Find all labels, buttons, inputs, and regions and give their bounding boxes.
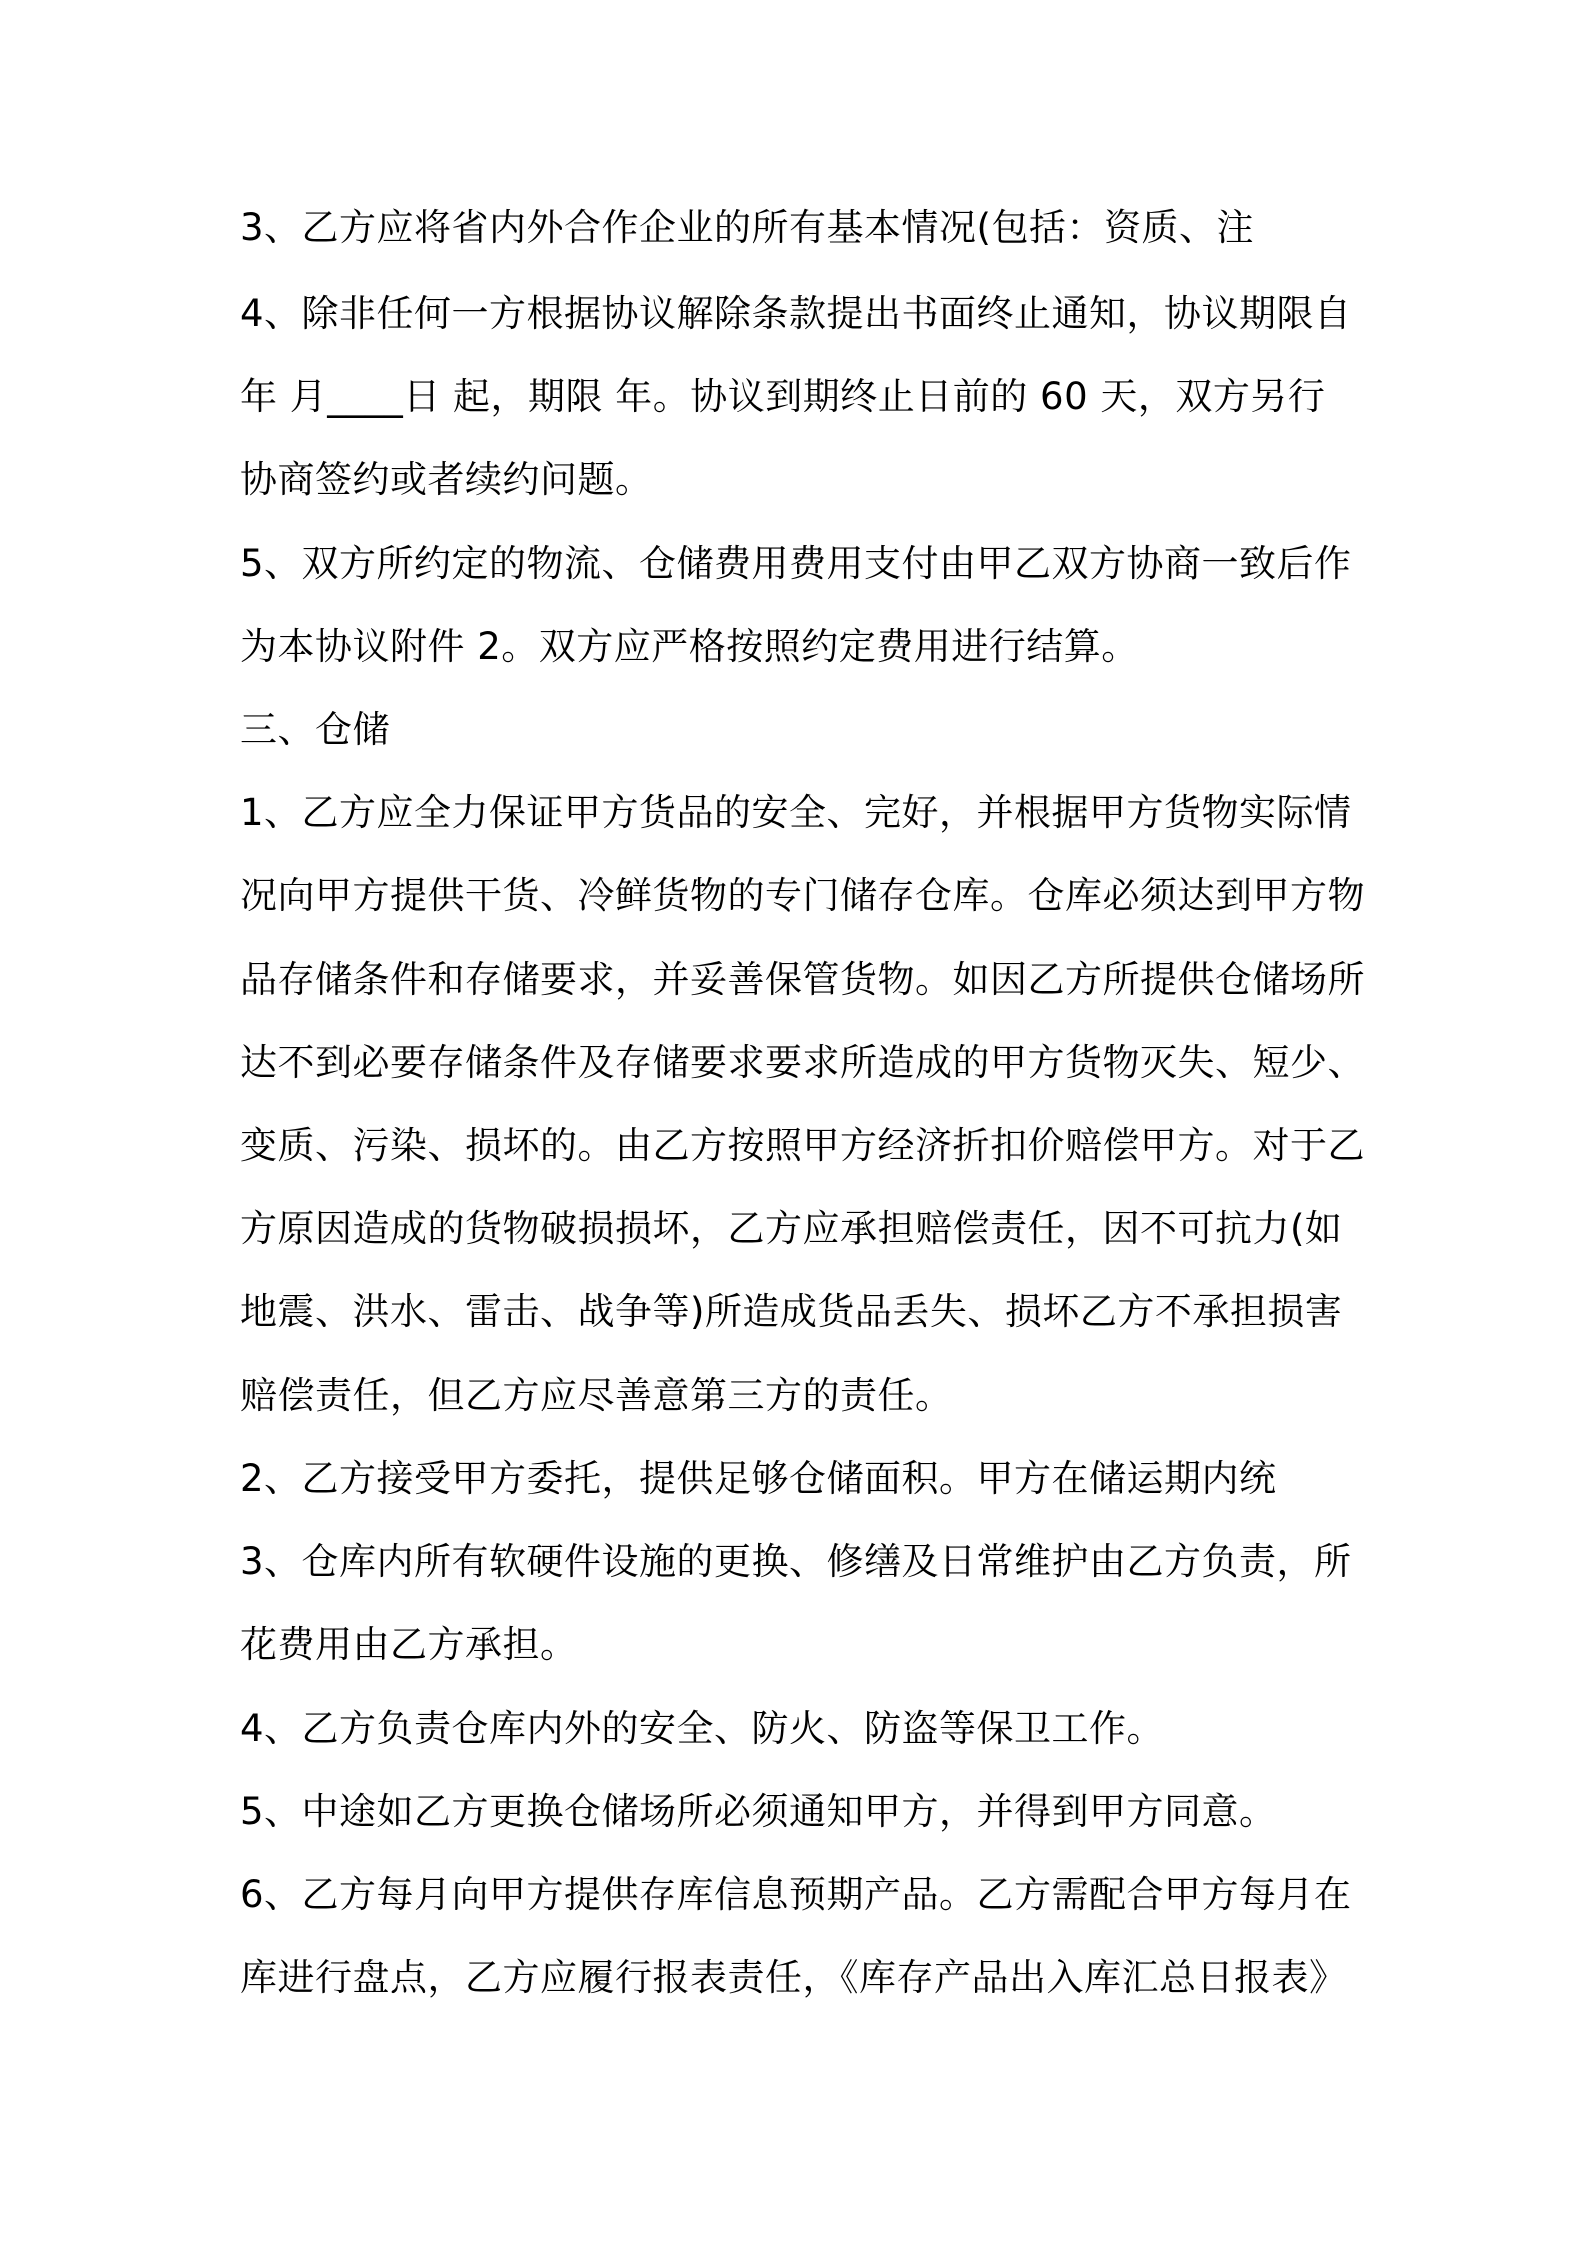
text-line: 1、乙方应全力保证甲方货品的安全、完好，并根据甲方货物实际情	[240, 791, 1352, 834]
text-line: 4、除非任何一方根据协议解除条款提出书面终止通知，协议期限自	[240, 292, 1352, 335]
text-line: 赔偿责任，但乙方应尽善意第三方的责任。	[240, 1374, 953, 1417]
text-line: 协商签约或者续约问题。	[240, 458, 653, 501]
text-line: 品存储条件和存储要求，并妥善保管货物。如因乙方所提供仓储场所	[240, 958, 1365, 1001]
text-line: 3、仓库内所有软硬件设施的更换、修缮及日常维护由乙方负责，所	[240, 1540, 1352, 1583]
text-line: 达不到必要存储条件及存储要求要求所造成的甲方货物灭失、短少、	[240, 1041, 1365, 1084]
text-line: 4、乙方负责仓库内外的安全、防火、防盗等保卫工作。	[240, 1707, 1165, 1750]
text-line: 2、乙方接受甲方委托，提供足够仓储面积。甲方在储运期内统	[240, 1457, 1277, 1500]
text-line: 6、乙方每月向甲方提供存库信息预期产品。乙方需配合甲方每月在	[240, 1873, 1352, 1916]
text-line: 地震、洪水、雷击、战争等)所造成货品丢失、损坏乙方不承担损害	[240, 1290, 1343, 1333]
text-line: 况向甲方提供干货、冷鲜货物的专门储存仓库。仓库必须达到甲方物	[240, 874, 1365, 917]
text-line: 花费用由乙方承担。	[240, 1623, 578, 1666]
text-line: 年 月____日 起，期限 年。协议到期终止日前的 60 天，双方另行	[240, 375, 1326, 418]
text-line: 5、双方所约定的物流、仓储费用费用支付由甲乙双方协商一致后作	[240, 542, 1352, 585]
text-line: 3、乙方应将省内外合作企业的所有基本情况(包括：资质、注	[240, 206, 1254, 249]
text-line: 5、中途如乙方更换仓储场所必须通知甲方，并得到甲方同意。	[240, 1790, 1277, 1833]
text-line: 为本协议附件 2。双方应严格按照约定费用进行结算。	[240, 625, 1139, 668]
text-line: 库进行盘点，乙方应履行报表责任，《库存产品出入库汇总日报表》	[240, 1956, 1347, 1999]
section-heading: 三、仓储	[240, 708, 390, 751]
text-line: 方原因造成的货物破损损坏，乙方应承担赔偿责任，因不可抗力(如	[240, 1207, 1343, 1250]
text-line: 变质、污染、损坏的。由乙方按照甲方经济折扣价赔偿甲方。对于乙	[240, 1124, 1365, 1167]
